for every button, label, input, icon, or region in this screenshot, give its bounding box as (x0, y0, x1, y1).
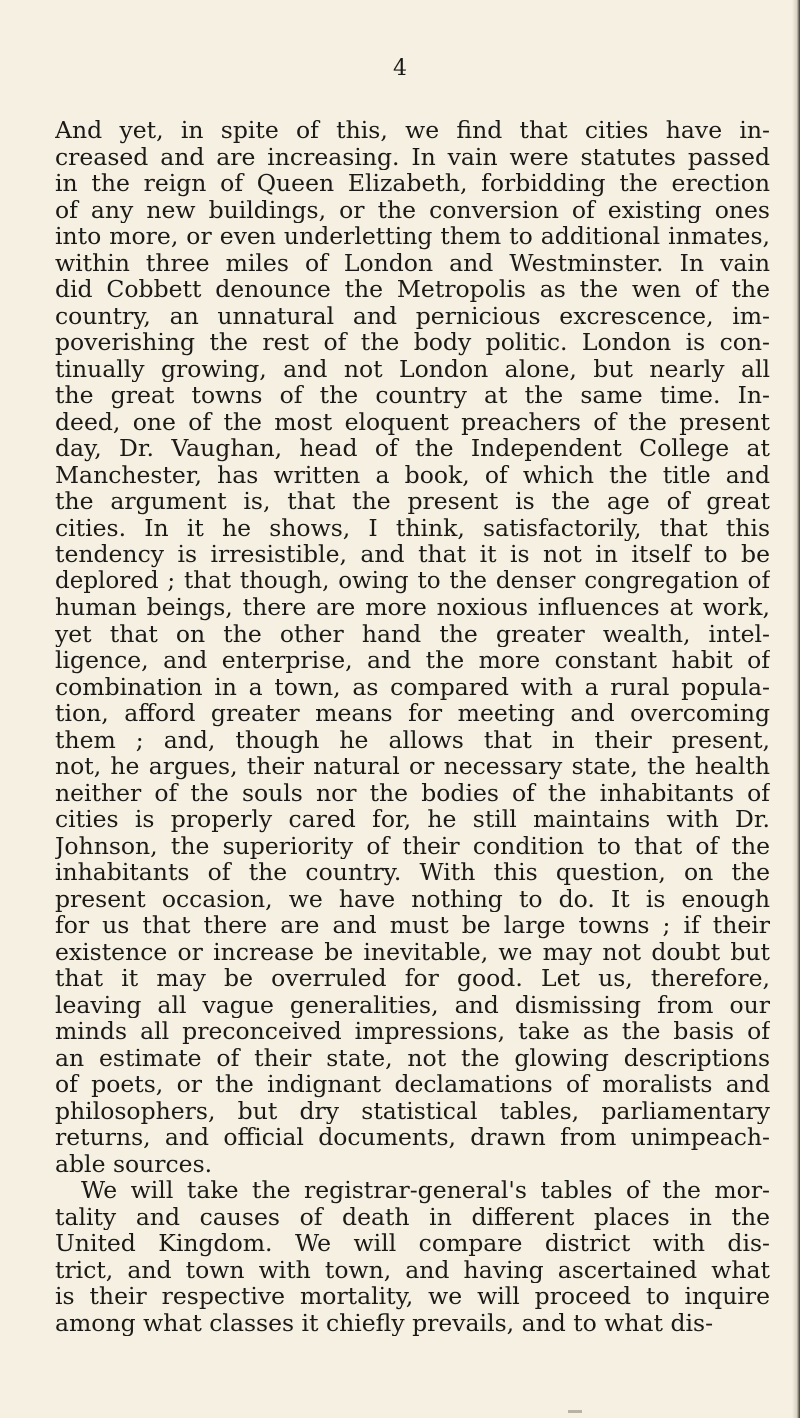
text-line: country, an unnatural and pernicious excrescence, im- (55, 302, 770, 329)
text-line: the great towns of the country at the same time. In- (55, 382, 770, 409)
text-line: cities is properly cared for, he still maintains with Dr. (55, 806, 770, 833)
text-line: tion, afford greater means for meeting and overcoming (55, 700, 770, 727)
text-line: that it may be overruled for good. Let us, therefore, (55, 965, 770, 992)
text-line: tality and causes of death in different places in the (55, 1203, 770, 1230)
text-line: of any new buildings, or the conversion of existing ones (55, 196, 770, 223)
text-line: present occasion, we have nothing to do. It is enough (55, 885, 770, 912)
text-line: Manchester, has written a book, of which the title and (55, 461, 770, 488)
text-line: We will take the registrar-general's tables of the mor- (81, 1177, 770, 1204)
text-line: did Cobbett denounce the Metropolis as the wen of the (55, 276, 770, 303)
text-line: combination in a town, as compared with a rural popula- (55, 673, 770, 700)
text-line: them ; and, though he allows that in their present, (55, 726, 770, 753)
text-line: United Kingdom. We will compare district with dis- (55, 1230, 770, 1257)
page-number: 4 (393, 56, 407, 81)
text-line: trict, and town with town, and having ascertained what (55, 1256, 770, 1283)
text-line: cities. In it he shows, I think, satisfactorily, that this (55, 514, 770, 541)
text-line: within three miles of London and Westminster. In vain (55, 249, 770, 276)
text-line: neither of the souls nor the bodies of the inhabitants of (55, 779, 770, 806)
text-line: inhabitants of the country. With this question, on the (55, 859, 770, 886)
text-line: philosophers, but dry statistical tables, parliamentary (55, 1097, 770, 1124)
body-text (55, 117, 770, 1336)
text-line: existence or increase be inevitable, we may not doubt but (55, 938, 770, 965)
text-line: day, Dr. Vaughan, head of the Independent College at (55, 435, 770, 462)
text-line: tendency is irresistible, and that it is not in itself to be (55, 541, 770, 568)
text-line: able sources. (55, 1150, 213, 1177)
text-line: for us that there are and must be large towns ; if their (55, 912, 770, 939)
text-line: poverishing the rest of the body politic. London is con- (55, 329, 770, 356)
text-line: tinually growing, and not London alone, but nearly all (55, 355, 770, 382)
text-line: human beings, there are more noxious influences at work, (55, 594, 770, 621)
text-line: the argument is, that the present is the age of great (55, 488, 770, 515)
text-line: minds all preconceived impressions, take as the basis of (55, 1018, 770, 1045)
page-edge-shadow (792, 0, 800, 1418)
text-line: among what classes it chiefly prevails, and to what dis- (55, 1309, 714, 1336)
text-line: creased and are increasing. In vain were statutes passed (55, 143, 770, 170)
text-line: is their respective mortality, we will proceed to inquire (55, 1283, 770, 1310)
text-line: And yet, in spite of this, we find that cities have in- (55, 117, 770, 144)
text-line: returns, and official documents, drawn from unimpeach- (55, 1124, 770, 1151)
text-line: deplored ; that though, owing to the denser congregation of (55, 567, 770, 594)
text-line: ligence, and enterprise, and the more constant habit of (55, 647, 770, 674)
paragraph (55, 117, 770, 1177)
text-line: leaving all vague generalities, and dismissing from our (55, 991, 770, 1018)
text-line: in the reign of Queen Elizabeth, forbidding the erection (55, 170, 770, 197)
text-line: not, he argues, their natural or necessary state, the health (55, 753, 770, 780)
text-line: of poets, or the indignant declamations of moralists and (55, 1071, 770, 1098)
text-line: into more, or even underletting them to additional inmates, (55, 223, 770, 250)
text-line: deed, one of the most eloquent preachers of the present (55, 408, 770, 435)
text-line: yet that on the other hand the greater wealth, intel- (55, 620, 770, 647)
paragraph (55, 1177, 770, 1336)
text-line: an estimate of their state, not the glowing descriptions (55, 1044, 770, 1071)
text-line: Johnson, the superiority of their condition to that of the (55, 832, 770, 859)
print-mark (568, 1410, 582, 1413)
